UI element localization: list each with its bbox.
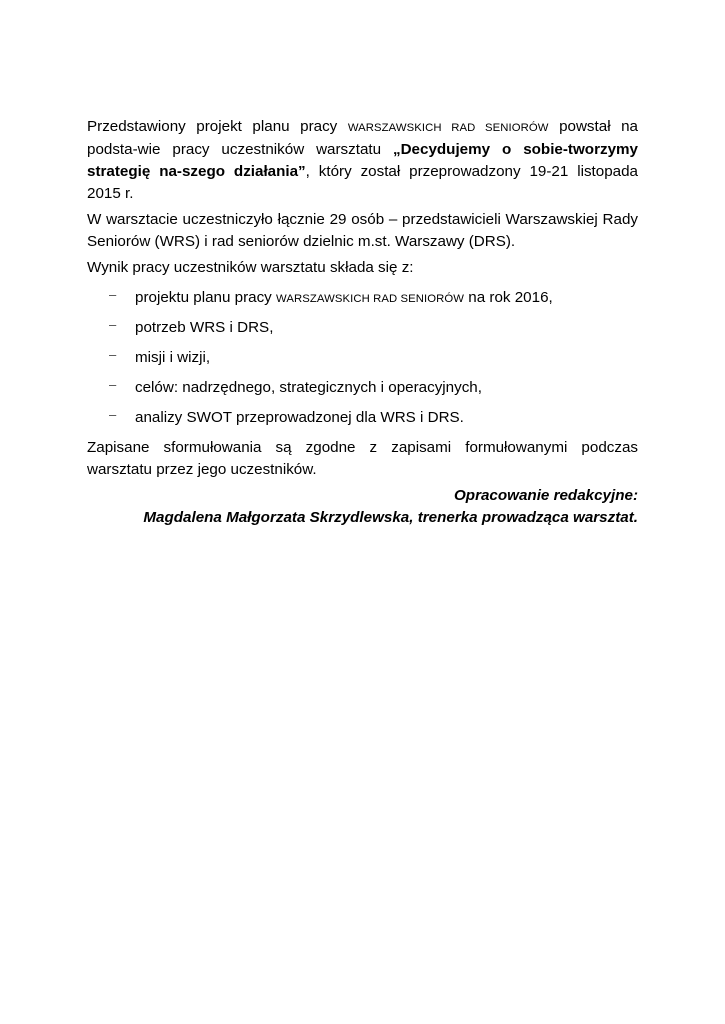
list-item (87, 287, 638, 309)
list-item (87, 377, 638, 399)
intro-smallcaps: WARSZAWSKICH RAD SENIORÓW (347, 122, 549, 134)
list-item-3-text: misji i wizji, (135, 349, 211, 366)
closing-paragraph: Zapisane sformułowania są zgodne z zapisami formułowanymi podczas warsztatu przez jego uczestników. (87, 439, 638, 478)
dash-bullet: – (109, 377, 117, 392)
list-item-5-text: analizy SWOT przeprowadzonej dla WRS i DRS. (135, 409, 464, 426)
result-intro-paragraph: Wynik pracy uczestników warsztatu składa się z: (87, 259, 414, 276)
list-item-1-smallcaps: WARSZAWSKICH RAD SENIORÓW (276, 293, 465, 305)
dash-bullet: – (109, 347, 117, 362)
signature-heading: Opracowanie redakcyjne: (453, 487, 638, 504)
dash-bullet: – (109, 407, 117, 422)
participants-paragraph: W warsztacie uczestniczyło łącznie 29 osób – przedstawicieli Warszawskiej Rady Seniorów (WRS) i rad seniorów dzielnic m.st. Warszawy (DRS). (87, 211, 638, 250)
result-list (87, 287, 638, 429)
dash-bullet: – (109, 317, 117, 332)
list-item-1-suffix: na rok 2016, (464, 289, 553, 306)
list-item (87, 407, 638, 429)
signature-author: Magdalena Małgorzata Skrzydlewska, trenerka prowadząca warsztat. (143, 509, 638, 526)
list-item (87, 317, 638, 339)
intro-text-1: Przedstawiony projekt planu pracy (87, 118, 348, 135)
document-body (87, 116, 638, 529)
list-item-1-text: projektu planu pracy (135, 289, 276, 306)
intro-text-3: , który został przeprowadzony 19-21 listopada 2015 r. (87, 163, 638, 202)
intro-paragraph (87, 116, 638, 205)
list-item (87, 347, 638, 369)
list-item-2-text: potrzeb WRS i DRS, (135, 319, 274, 336)
list-item-4-text: celów: nadrzędnego, strategicznych i operacyjnych, (135, 379, 482, 396)
dash-bullet: – (109, 287, 117, 302)
workshop-title: „Decydujemy o sobie-tworzymy strategię na-szego działania” (87, 141, 638, 180)
intro-text-2: powstał na podsta-wie pracy uczestników warsztatu (87, 118, 638, 158)
